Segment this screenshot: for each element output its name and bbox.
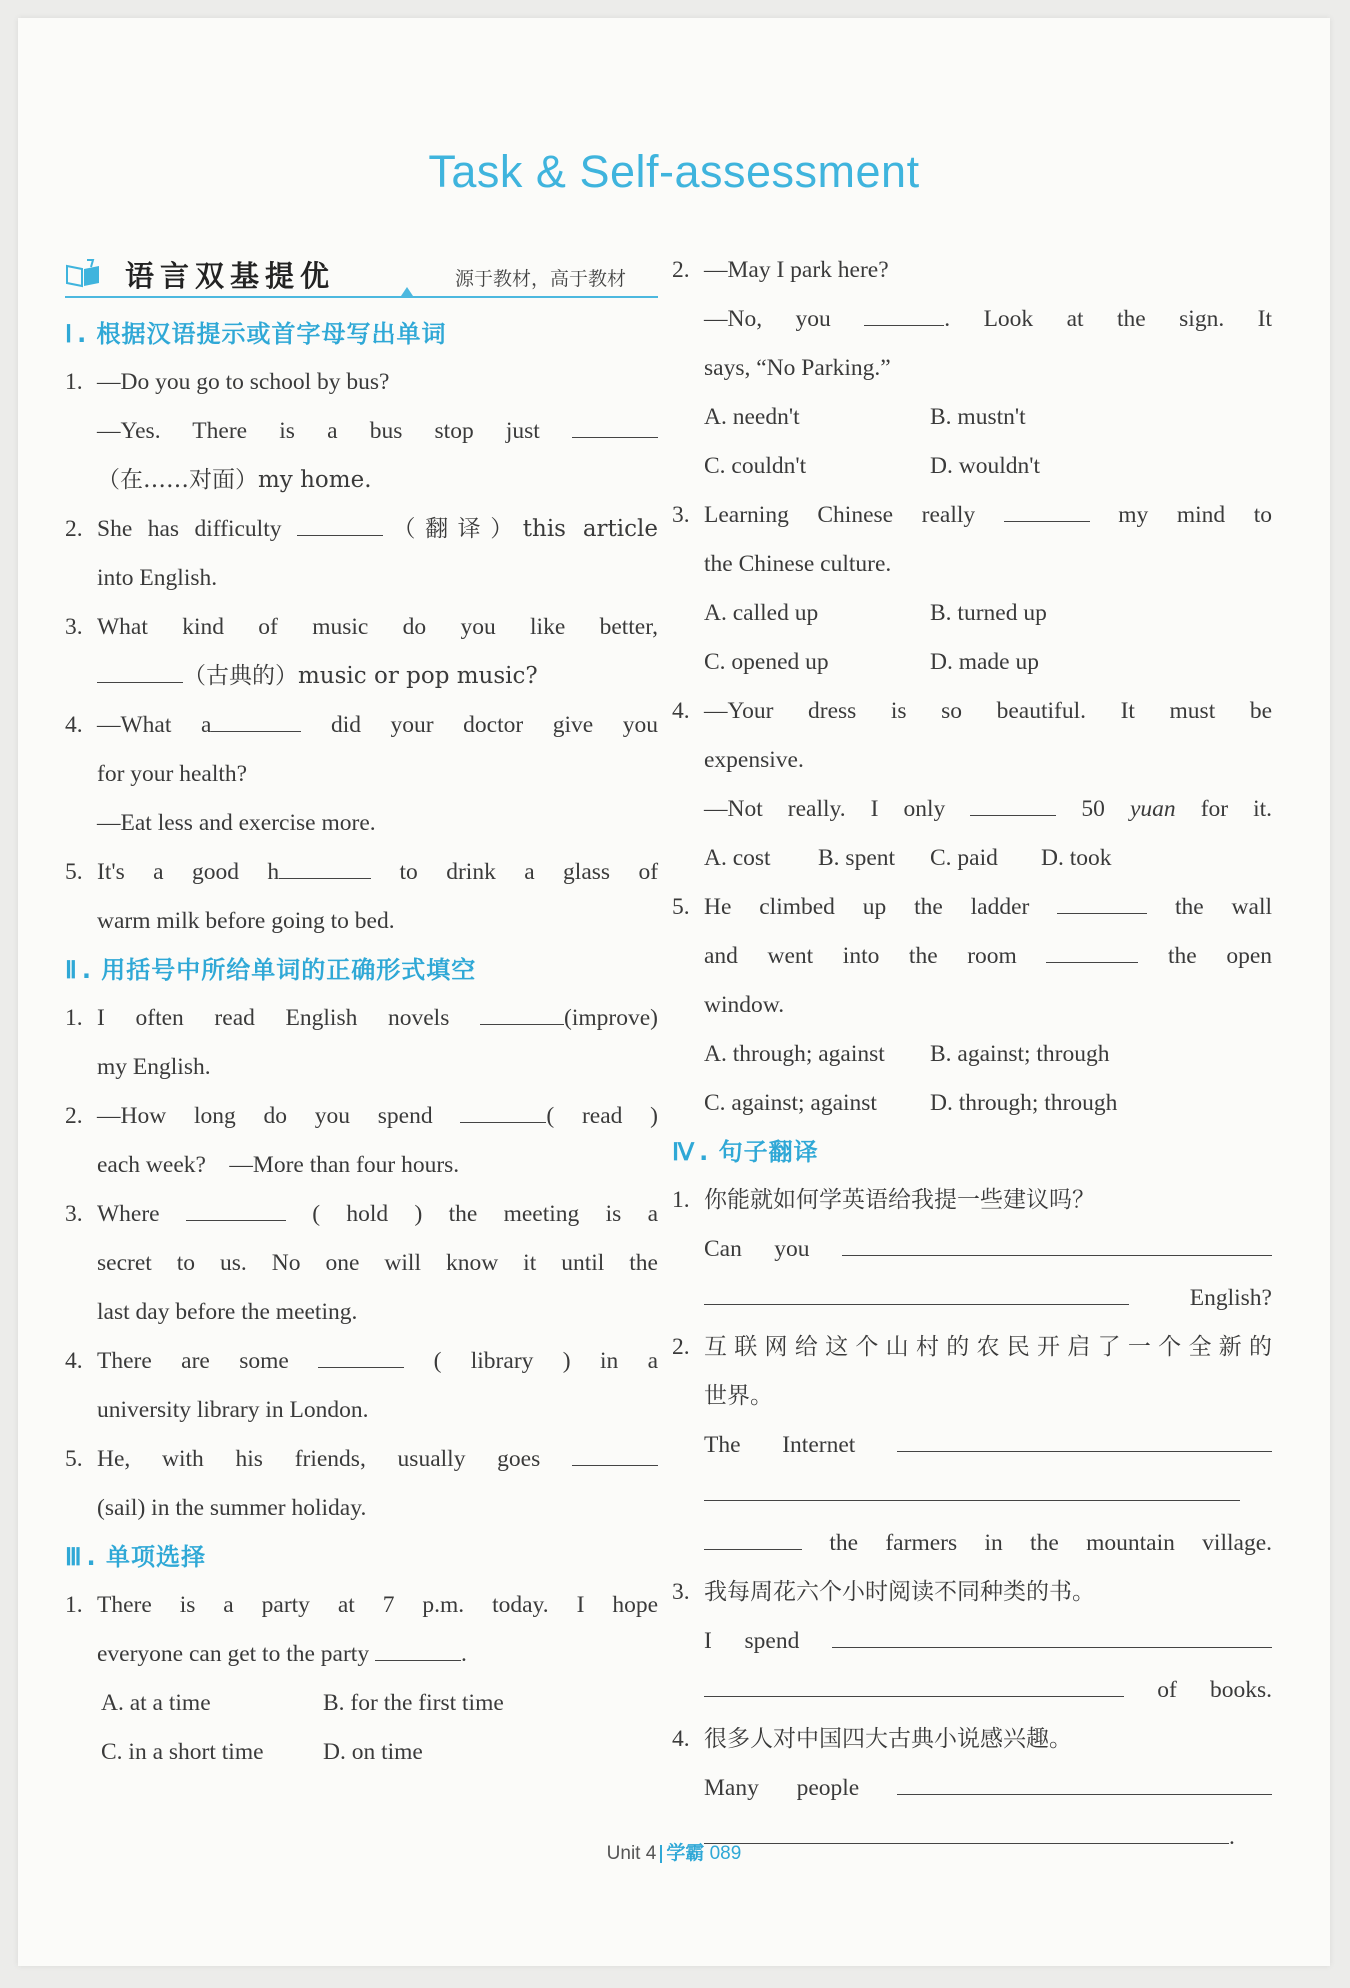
page-title: Task & Self-assessment (428, 146, 920, 197)
banner-title: 语言双基提优 (125, 259, 336, 293)
brand-label: 学霸 (666, 1842, 705, 1864)
answer-line[interactable] (704, 1676, 1124, 1697)
unit-label: Unit 4 (606, 1843, 657, 1864)
option-a[interactable]: A. at a time (101, 1690, 211, 1716)
option-a[interactable]: A. cost (704, 845, 771, 871)
question-1-1: 1. —Do you go to school by bus? —Yes. There is a bus stop just （在……对面）my home. (65, 358, 658, 505)
question-2-1: 1. I often read English novels (improve) my English. (65, 1005, 659, 1080)
option-b[interactable]: B. spent (818, 845, 896, 871)
option-d[interactable]: D. took (1041, 845, 1112, 871)
answer-line[interactable] (897, 1774, 1272, 1795)
question-3-1: 1. There is a party at 7 p.m. today. I hope everyone can get to the party . A. at a time B. for the first time C. in a short time D. on time (65, 1581, 658, 1777)
banner-tagline: 源于教材，高于教材 (455, 268, 627, 290)
option-d[interactable]: D. made up (930, 649, 1039, 675)
answer-blank[interactable] (211, 711, 301, 732)
answer-blank[interactable] (864, 305, 944, 326)
question-3-5: 5. He climbed up the ladder the wall and went into the room the open window. A. through; against B. against; through C. against; against D. through; through (672, 883, 1272, 1128)
option-a[interactable]: A. called up (704, 600, 819, 626)
options-row (704, 393, 1272, 442)
section-3-heading: Ⅲ . 单项选择 (65, 1543, 207, 1571)
option-a[interactable]: A. through; against (704, 1041, 885, 1067)
question-3-3: 3. Learning Chinese really my mind to the Chinese culture. A. called up B. turned up C. opened up D. made up (672, 491, 1272, 687)
answer-line[interactable] (897, 1431, 1272, 1452)
option-c[interactable]: C. opened up (704, 649, 829, 675)
question-1-2: 2. She has difficulty （翻译）this article into English. (65, 516, 659, 591)
question-4-3: 3. 我每周花六个小时阅读不同种类的书。 I spend of books. (672, 1579, 1272, 1703)
option-b[interactable]: B. for the first time (323, 1690, 504, 1716)
option-d[interactable]: D. through; through (930, 1090, 1118, 1116)
answer-blank[interactable] (186, 1200, 286, 1221)
answer-blank[interactable] (97, 662, 183, 683)
right-column (672, 246, 1272, 1862)
question-4-4: 4. 很多人对中国四大古典小说感兴趣。 Many people . (672, 1715, 1272, 1862)
answer-blank[interactable] (970, 795, 1056, 816)
section-4-heading: Ⅳ . 句子翻译 (672, 1138, 819, 1166)
section-banner (65, 248, 658, 298)
question-1-3: 3. What kind of music do you like better, （古典的）music or pop music? (65, 614, 658, 689)
left-column (65, 248, 658, 1777)
banner-marker (401, 287, 413, 296)
options-row (704, 442, 1272, 491)
answer-blank[interactable] (279, 858, 371, 879)
question-2-4: 4. There are some ( library ) in a university library in London. (65, 1348, 659, 1423)
question-3-2: 2. —May I park here? —No, you . Look at the sign. It says, “No Parking.” A. needn't B. mustn't C. couldn't D. wouldn't (672, 246, 1272, 491)
option-c[interactable]: C. against; against (704, 1090, 877, 1116)
answer-blank[interactable] (572, 417, 658, 438)
section-2-heading: Ⅱ . 用括号中所给单词的正确形式填空 (65, 956, 477, 984)
question-4-2: 2. 互联网给这个山村的农民开启了一个全新的 世界。 The Internet the farmers in the mountain village. (672, 1334, 1272, 1556)
options-row (97, 1728, 658, 1777)
page-footer (18, 1838, 1330, 1865)
answer-line[interactable] (704, 1284, 1129, 1305)
option-c[interactable]: C. in a short time (101, 1739, 264, 1765)
question-3-4: 4. —Your dress is so beautiful. It must be expensive. —Not really. I only 50 yuan for it. A. cost B. spent C. paid D. took (672, 687, 1272, 883)
answer-line[interactable] (704, 1529, 802, 1550)
answer-blank[interactable] (572, 1445, 658, 1466)
answer-blank[interactable] (318, 1347, 404, 1368)
question-2-2: 2. —How long do you spend ( read ) each week? —More than four hours. (65, 1103, 658, 1178)
options-row (704, 1079, 1272, 1128)
worksheet-page (18, 18, 1330, 1966)
answer-blank[interactable] (1046, 942, 1138, 963)
answer-blank[interactable] (297, 515, 383, 536)
footer-divider (660, 1845, 662, 1863)
answer-blank[interactable] (1004, 501, 1090, 522)
option-b[interactable]: B. mustn't (930, 404, 1026, 430)
question-4-1: 1. 你能就如何学英语给我提一些建议吗？ Can you English? (672, 1187, 1272, 1311)
answer-line[interactable] (832, 1627, 1272, 1648)
answer-blank[interactable] (480, 1004, 564, 1025)
option-a[interactable]: A. needn't (704, 404, 800, 430)
section-1-heading: Ⅰ . 根据汉语提示或首字母写出单词 (65, 320, 447, 348)
answer-line[interactable] (842, 1235, 1272, 1256)
open-book-icon (65, 258, 101, 288)
option-b[interactable]: B. turned up (930, 600, 1047, 626)
option-c[interactable]: C. paid (930, 845, 998, 871)
options-row (97, 1679, 658, 1728)
option-b[interactable]: B. against; through (930, 1041, 1110, 1067)
question-2-3: 3. Where ( hold ) the meeting is a secret to us. No one will know it until the last day before the meeting. (65, 1201, 659, 1325)
question-1-4: 4. —What a did your doctor give you for your health? —Eat less and exercise more. (65, 712, 658, 836)
answer-blank[interactable] (460, 1102, 546, 1123)
options-row (704, 589, 1272, 638)
answer-line[interactable] (704, 1480, 1240, 1501)
banner-rule (65, 296, 658, 298)
question-1-5: 5. It's a good h to drink a glass of warm milk before going to bed. (65, 859, 659, 934)
options-row (704, 834, 1272, 883)
option-c[interactable]: C. couldn't (704, 453, 807, 479)
answer-blank[interactable] (375, 1640, 461, 1661)
option-d[interactable]: D. wouldn't (930, 453, 1040, 479)
options-row (704, 638, 1272, 687)
question-2-5: 5. He, with his friends, usually goes (sail) in the summer holiday. (65, 1435, 658, 1533)
option-d[interactable]: D. on time (323, 1739, 423, 1765)
page-number: 089 (709, 1843, 742, 1864)
answer-blank[interactable] (1057, 893, 1147, 914)
options-row (704, 1030, 1272, 1079)
